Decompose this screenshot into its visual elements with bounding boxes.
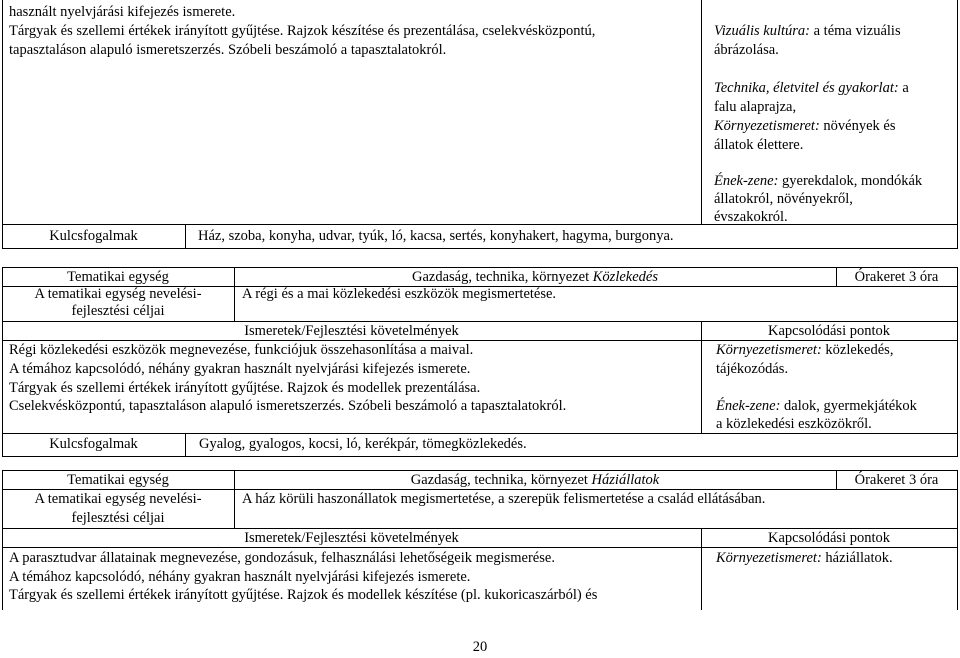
border: [957, 0, 958, 249]
connection-line: Ének-zene: dalok, gyermekjátékok: [716, 398, 917, 414]
connection-line: Környezetismeret: háziállatok.: [716, 550, 893, 566]
connection-line: Környezetismeret: növények és: [714, 118, 896, 134]
kulcsfogalmak-label: Kulcsfogalmak: [49, 228, 138, 244]
connection-line: ábrázolása.: [714, 42, 779, 58]
connection-line: tájékozódás.: [716, 361, 789, 377]
unit-label: Tematikai egység: [67, 269, 169, 285]
kulcsfogalmak-label: Kulcsfogalmak: [49, 436, 138, 452]
page-number: 20: [472, 639, 488, 655]
requirement-text: Tárgyak és szellemi értékek irányított gyűjtése. Rajzok és modellek prezentálása.: [9, 380, 481, 396]
border: [2, 0, 3, 249]
border: [185, 224, 186, 249]
goals-text: A régi és a mai közlekedési eszközök megismertetése.: [242, 286, 557, 302]
requirement-text: használt nyelvjárási kifejezés ismerete.: [9, 4, 236, 20]
requirement-text: A témához kapcsolódó, néhány gyakran használt nyelvjárási kifejezés ismerete.: [9, 569, 471, 585]
connection-line: Környezetismeret: közlekedés,: [716, 342, 894, 358]
connection-line: Vizuális kultúra: a téma vizuális: [714, 23, 901, 39]
requirement-text: A parasztudvar állatainak megnevezése, gondozásuk, felhasználási lehetőségeik megismerése.: [9, 550, 555, 566]
requirement-text: Tárgyak és szellemi értékek irányított gyűjtése. Rajzok és modellek készítése (pl. kukoricaszárból) és: [9, 587, 598, 603]
kulcsfogalmak-value: Gyalog, gyalogos, kocsi, ló, kerékpár, tömegközlekedés.: [199, 436, 527, 452]
hours: Órakeret 3 óra: [854, 472, 939, 488]
unit-title: Gazdaság, technika, környezet Közlekedés: [412, 269, 658, 285]
goals-label: fejlesztési céljai: [71, 510, 165, 526]
border: [2, 248, 958, 249]
border: [701, 0, 702, 224]
border: [2, 224, 958, 225]
connection-line: Technika, életvitel és gyakorlat: a: [714, 80, 909, 96]
border: [185, 433, 186, 457]
unit-label: Tematikai egység: [67, 472, 169, 488]
requirement-text: Tárgyak és szellemi értékek irányított gyűjtése. Rajzok készítése és prezentálása, cselekvésközpontú,: [9, 23, 596, 39]
border: [957, 470, 958, 610]
connection-line: a közlekedési eszközökről.: [716, 416, 872, 432]
connection-line: Ének-zene: gyerekdalok, mondókák: [714, 173, 923, 189]
border: [2, 456, 958, 457]
requirement-text: A témához kapcsolódó, néhány gyakran használt nyelvjárási kifejezés ismerete.: [9, 361, 471, 377]
requirement-text: Cselekvésközpontú, tapasztaláson alapuló ismeretszerzés. Szóbeli beszámoló a tapasztalatokról.: [9, 398, 567, 414]
unit-title: Gazdaság, technika, környezet Háziállatok: [410, 472, 660, 488]
goals-label: A tematikai egység nevelési-: [34, 286, 202, 302]
links-header: Kapcsolódási pontok: [767, 530, 891, 546]
goals-label: A tematikai egység nevelési-: [34, 491, 202, 507]
hours: Órakeret 3 óra: [854, 269, 939, 285]
border: [957, 267, 958, 457]
goals-label: fejlesztési céljai: [71, 303, 165, 319]
requirement-text: tapasztaláson alapuló ismeretszerzés. Szóbeli beszámoló a tapasztalatokról.: [9, 42, 447, 58]
requirements-header: Ismeretek/Fejlesztési követelmények: [244, 323, 459, 339]
requirements-header: Ismeretek/Fejlesztési követelmények: [244, 530, 459, 546]
requirement-text: Régi közlekedési eszközök megnevezése, funkciójuk összehasonlítása a maival.: [9, 342, 474, 358]
goals-text: A ház körüli haszonállatok megismertetése, a szerepük felismertetése a család ellátásában.: [242, 491, 766, 507]
connection-line: állatokról, növényekről,: [714, 191, 853, 207]
connection-line: falu alaprajza,: [714, 99, 797, 115]
connection-line: állatok élettere.: [714, 137, 804, 153]
links-header: Kapcsolódási pontok: [767, 323, 891, 339]
connection-line: évszakokról.: [714, 209, 788, 225]
kulcsfogalmak-value: Ház, szoba, konyha, udvar, tyúk, ló, kacsa, sertés, konyhakert, hagyma, burgonya.: [198, 228, 674, 244]
